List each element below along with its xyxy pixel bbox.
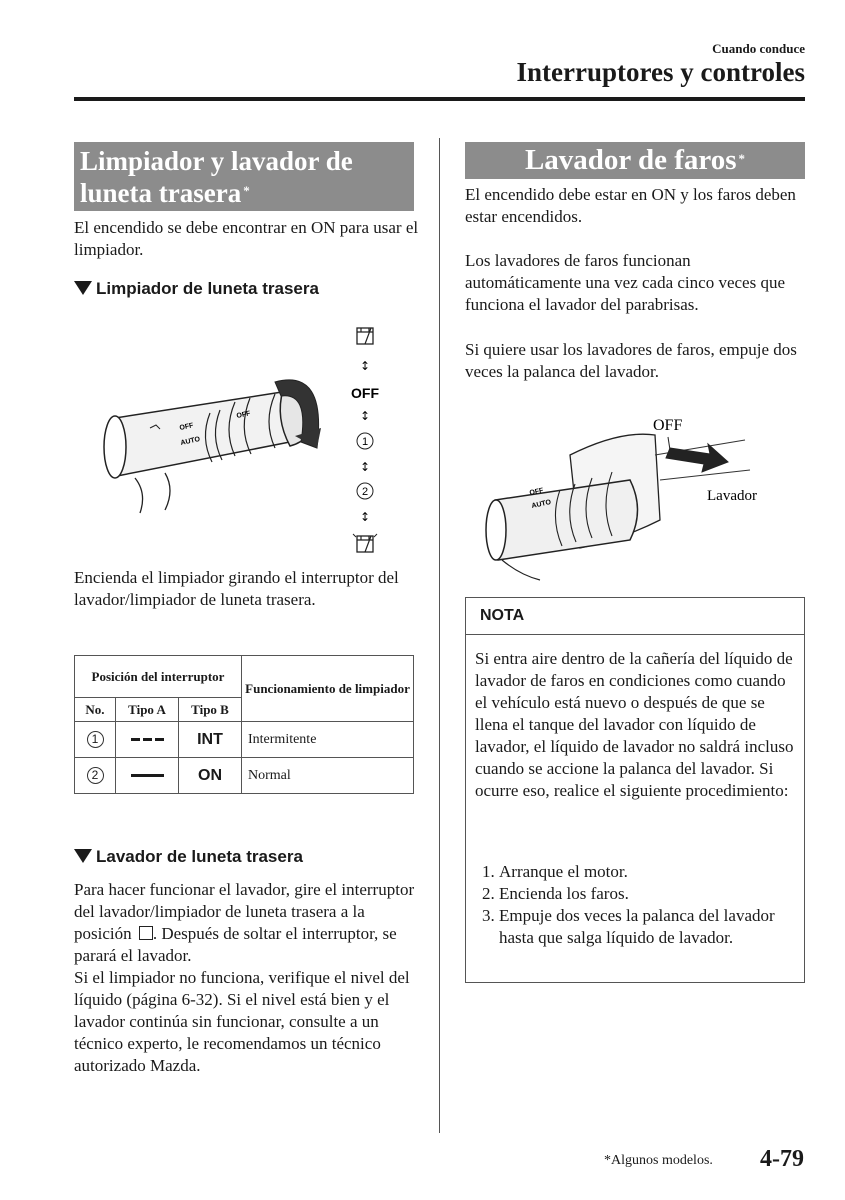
off-leader-line [668,437,670,450]
left-section-title [74,142,414,211]
washer-position-icon [139,926,153,940]
lever-body [109,390,303,476]
table-col-type-a: Tipo A [116,698,179,722]
lever-stalk-2 [165,473,170,510]
intermittent-dash-icon [116,722,179,758]
washer-body-2: . Después de soltar el interruptor, se parará el lavador. [74,924,397,965]
row-2-type-b: ON [179,758,242,794]
arrow-updown-icon: ↕ [359,460,371,474]
wiper-heading-text: Limpiador de luneta trasera [96,279,319,298]
row-1-function: Intermitente [242,722,414,758]
guide-line [660,470,750,480]
table-cell-no [75,758,116,794]
lever-off2-label: OFF [235,410,252,420]
washer-body-3: Si el limpiador no funciona, verifique el nivel del líquido (página 6-32). Si el nivel está bien y el lavador continúa sin funcionar, consulte a un técnico experto, le recomendamos un técnico autorizado Mazda. [74,968,410,1075]
lever-end-cap [486,500,506,560]
washer-body [74,879,419,1077]
nota-title: NOTA [480,607,525,624]
arrow-updown-icon: ↕ [359,409,371,423]
left-title-line1: Limpiador y lavador de [80,146,353,176]
lever-auto-label: AUTO [179,436,201,447]
position-1-label: 1 [361,436,369,448]
arrow-updown-icon: ↕ [359,510,371,524]
washer-bottom-icon [353,534,377,552]
left-title-line2: luneta trasera [80,178,242,208]
wiper-top-icon [357,328,373,344]
washer-heading [74,847,303,867]
table-cell-no [75,722,116,758]
lever-auto-label: AUTO [530,499,552,510]
right-title-text: Lavador de faros [524,144,737,176]
table-col-no: No. [75,698,116,722]
section-title: Interruptores y controles [516,57,805,87]
triangle-bullet-icon [74,849,92,863]
washer-heading-text: Lavador de luneta trasera [96,847,303,866]
nota-step: 1. Arranque el motor. [499,861,799,883]
nota-step: 3. Empuje dos veces la palanca del lavador hasta que salga líquido de lavador. [499,905,799,949]
lever-end-cap [104,416,126,478]
continuous-line-icon [116,758,179,794]
nota-step: 2. Encienda los faros. [499,883,799,905]
right-p3: Si quiere usar los lavadores de faros, empuje dos veces la palanca del lavador. [465,340,797,381]
header-rule [74,97,805,101]
nota-box [465,597,805,983]
figure-lavador-label: Lavador [707,488,757,504]
headlamp-washer-figure [480,410,780,585]
chapter-label: Cuando conduce [712,41,805,56]
position-off-label: OFF [351,385,379,401]
right-p1: El encendido debe estar en ON y los faros deben estar encendidos. [465,185,796,226]
page-number: 4-79 [760,1146,804,1172]
table-row [75,722,414,758]
row-2-number: 2 [87,767,104,784]
right-section-title [465,142,805,179]
lever-stalk [502,560,540,580]
footnote: *Algunos modelos. [604,1153,713,1168]
table-header-function: Funcionamiento de limpiador [242,656,414,722]
left-intro: El encendido se debe encontrar en ON para usar el limpiador. [74,218,419,259]
position-2-label: 2 [361,486,369,498]
right-p2: Los lavadores de faros funcionan automáticamente una vez cada cinco veces que funciona el lavador del parabrisas. [465,251,785,314]
table-col-type-b: Tipo B [179,698,242,722]
left-title-asterisk: * [243,183,250,198]
wiper-body: Encienda el limpiador girando el interruptor del lavador/limpiador de luneta trasera. [74,568,399,609]
right-title-asterisk: * [738,151,746,166]
nota-header [466,598,804,635]
nota-steps [475,861,799,949]
lever-stalk [135,478,143,513]
rear-wiper-figure [95,318,395,563]
lever-body [491,480,638,560]
triangle-bullet-icon [74,281,92,295]
row-2-function: Normal [242,758,414,794]
column-divider [439,138,440,1133]
table-header-group: Posición del interruptor [75,656,242,698]
lever-off-label: OFF [178,422,195,432]
lever-off-label: OFF [528,487,545,497]
row-1-number: 1 [87,731,104,748]
nota-body: Si entra aire dentro de la cañería del líquido de lavador de faros en condiciones como cuando el vehículo está nuevo o después de que se llena el tanque del lavador con líquido de lavador, el líquido de lavador no saldrá incluso cuando se accione la palanca del lavador. Si ocurre eso, realice el siguiente procedimiento: [475,649,794,800]
washer-body-1: Para hacer funcionar el lavador, gire el interruptor del lavador/limpiador de luneta trasera a la posición [74,880,415,943]
figure-off-label: OFF [653,417,683,434]
row-1-type-b: INT [179,722,242,758]
wiper-position-table [74,655,414,794]
wiper-heading [74,279,319,299]
arrow-updown-icon: ↕ [359,359,371,373]
table-row [75,758,414,794]
